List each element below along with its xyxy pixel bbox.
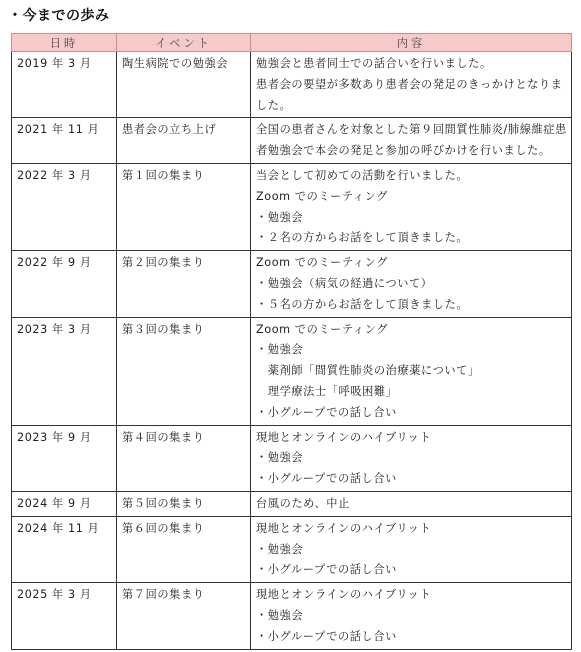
cell-date: 2023 年 3 月	[12, 317, 117, 425]
cell-event: 第１回の集まり	[117, 163, 251, 250]
table-row	[12, 52, 572, 118]
content-line: 理学療法士「呼吸困難」	[256, 384, 398, 398]
content-line: ・小グループでの話し合い	[256, 563, 397, 577]
content-line: 患者会の要望が多数あり患者会の発足のきっかけとなりました。	[256, 77, 563, 112]
cell-date: 2024 年 9 月	[12, 491, 117, 516]
content-line: 現地とオンラインのハイブリット	[256, 430, 432, 444]
history-table	[11, 33, 572, 650]
cell-date: 2024 年 11 月	[12, 516, 117, 582]
header-date: 日時	[12, 34, 117, 52]
cell-event: 患者会の立ち上げ	[117, 118, 251, 164]
content-line: ・勉強会	[256, 343, 304, 357]
content-line: Zoom でのミーティング	[256, 322, 388, 336]
content-line: ・５名の方からお話をして頂きました。	[256, 297, 469, 311]
cell-date: 2022 年 9 月	[12, 251, 117, 317]
content-line: ・勉強会（病気の経過について）	[256, 276, 433, 290]
content-line: ・小グループでの話し合い	[256, 405, 397, 419]
content-line: 薬剤師「間質性肺炎の治療薬について」	[256, 364, 480, 378]
content-line: Zoom でのミーティング	[256, 189, 388, 203]
cell-content	[251, 317, 572, 425]
content-line: 台風のため、中止	[256, 496, 350, 510]
cell-date: 2025 年 3 月	[12, 583, 117, 649]
cell-event: 第４回の集まり	[117, 425, 251, 491]
content-line: ・勉強会	[256, 542, 304, 556]
cell-date: 2021 年 11 月	[12, 118, 117, 164]
content-line: ・小グループでの話し合い	[256, 472, 397, 486]
table-row	[12, 317, 572, 425]
content-line: 現地とオンラインのハイブリット	[256, 521, 432, 535]
table-row	[12, 516, 572, 582]
table-header-row	[12, 34, 572, 52]
cell-date: 2023 年 9 月	[12, 425, 117, 491]
cell-content	[251, 52, 572, 118]
header-event: イベント	[117, 34, 251, 52]
table-row	[12, 251, 572, 317]
content-line: ・小グループでの話し合い	[256, 629, 397, 643]
cell-date: 2019 年 3 月	[12, 52, 117, 118]
table-row	[12, 118, 572, 164]
content-line: ・２名の方からお話をして頂きました。	[256, 231, 469, 245]
table-row	[12, 425, 572, 491]
cell-content	[251, 118, 572, 164]
cell-event: 陶生病院での勉強会	[117, 52, 251, 118]
content-line: Zoom でのミーティング	[256, 256, 388, 270]
cell-content	[251, 491, 572, 516]
content-line: 勉強会と患者同士での話合いを行いました。	[256, 57, 492, 70]
cell-content	[251, 583, 572, 649]
cell-content	[251, 251, 572, 317]
content-line: ・勉強会	[256, 608, 304, 622]
header-content: 内容	[251, 34, 572, 52]
cell-event: 第７回の集まり	[117, 583, 251, 649]
history-body	[12, 52, 572, 650]
content-line: ・勉強会	[256, 451, 304, 465]
cell-event: 第５回の集まり	[117, 491, 251, 516]
table-row	[12, 163, 572, 250]
content-line: 当会として初めての活動を行いました。	[256, 168, 469, 182]
content-line: 全国の患者さんを対象とした第９回間質性肺炎/肺線維症患者勉強会で本会の発足と参加の呼びかけを行いました。	[256, 123, 567, 158]
cell-content	[251, 163, 572, 250]
page-title: ・今までの歩み	[8, 8, 110, 24]
content-line: ・勉強会	[256, 210, 304, 224]
table-row	[12, 491, 572, 516]
cell-content	[251, 516, 572, 582]
content-line: 現地とオンラインのハイブリット	[256, 588, 432, 602]
cell-date: 2022 年 3 月	[12, 163, 117, 250]
cell-event: 第２回の集まり	[117, 251, 251, 317]
cell-event: 第６回の集まり	[117, 516, 251, 582]
cell-content	[251, 425, 572, 491]
cell-event: 第３回の集まり	[117, 317, 251, 425]
table-row	[12, 583, 572, 649]
